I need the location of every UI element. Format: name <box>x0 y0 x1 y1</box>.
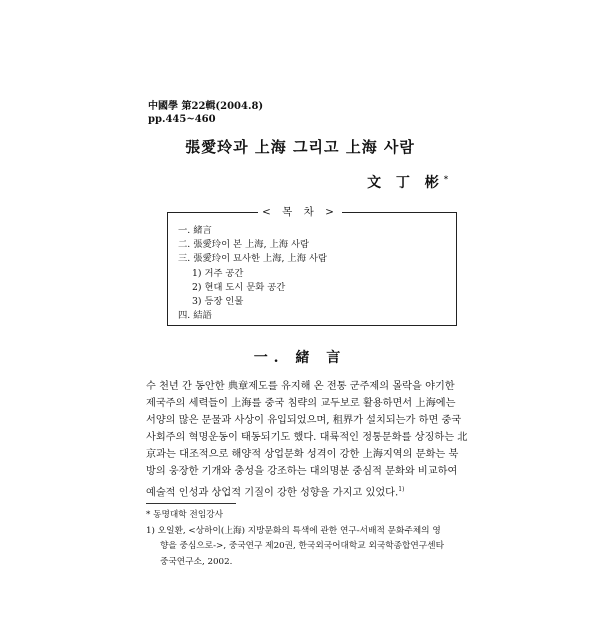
body-line: 제국주의 세력들이 上海를 중국 침략의 교두보로 활용하면서 上海에는 <box>146 398 456 410</box>
footnote-1-line: 1) 오일환, <상하이(上海) 지방문화의 특색에 관한 연구-서배적 문화주체의 영 <box>146 525 441 536</box>
section-heading: 一. 緒 言 <box>253 350 347 366</box>
footnote-1-line: 향을 중심으로->, 중국연구 제20권, 한국외국어대학교 외국학종합연구센타 <box>160 541 444 552</box>
footnote-1-line: 중국연구소, 2002. <box>160 556 233 567</box>
journal-pages: pp.445~460 <box>148 114 216 125</box>
toc-item: 二. 張愛玲이 본 上海, 上海 사람 <box>178 239 309 251</box>
journal-info <box>148 100 263 126</box>
author <box>367 172 448 192</box>
toc-subitem: 2) 현대 도시 문화 공간 <box>192 281 286 293</box>
body-line-text: 예술적 인성과 상업적 기질이 강한 성향을 가지고 있었다. <box>146 486 399 498</box>
footnotes <box>146 508 444 570</box>
toc-subitem: 3) 등장 인물 <box>192 296 244 308</box>
body-line: 京과는 대조적으로 해양적 상업문화 성격이 강한 上海지역의 문화는 북 <box>146 449 459 461</box>
toc-subitem: 1) 거주 공간 <box>192 267 244 279</box>
body-paragraph <box>146 378 468 501</box>
body-line: 서양의 많은 문물과 사상이 유입되었으며, 租界가 설치되는가 하면 중국 <box>146 415 462 427</box>
body-line: 수 천년 간 동안한 典章제도를 유지해 온 전통 군주제의 몰락을 야기한 <box>146 381 455 392</box>
paper-title: 張愛玲과 上海 그리고 上海 사람 <box>185 138 415 156</box>
toc-item: 三. 張愛玲이 묘사한 上海, 上海 사람 <box>178 253 327 265</box>
journal-volume: 中國學 第22輯(2004.8) <box>148 101 264 112</box>
footnote-author: * 동명대학 전임강사 <box>146 510 224 520</box>
author-name: 文 丁 彬 <box>367 175 444 191</box>
toc-item: 一. 緒言 <box>178 225 212 236</box>
toc-heading-label: < 목 차 > <box>258 206 342 218</box>
author-footnote-mark: * <box>443 173 448 184</box>
body-line: 방의 웅장한 기개와 충성을 강조하는 대의명분 중심적 문화와 비교하여 <box>146 466 458 478</box>
footnote-separator <box>146 503 236 504</box>
body-line-last <box>146 481 464 501</box>
toc-heading <box>0 204 600 219</box>
toc-item: 四. 結語 <box>178 310 212 322</box>
footnote-ref: 1) <box>398 485 405 493</box>
body-line: 사회주의 혁명운동이 태동되기도 했다. 대륙적인 정통문화를 상징하는 北 <box>146 432 468 444</box>
toc-list <box>178 224 327 323</box>
